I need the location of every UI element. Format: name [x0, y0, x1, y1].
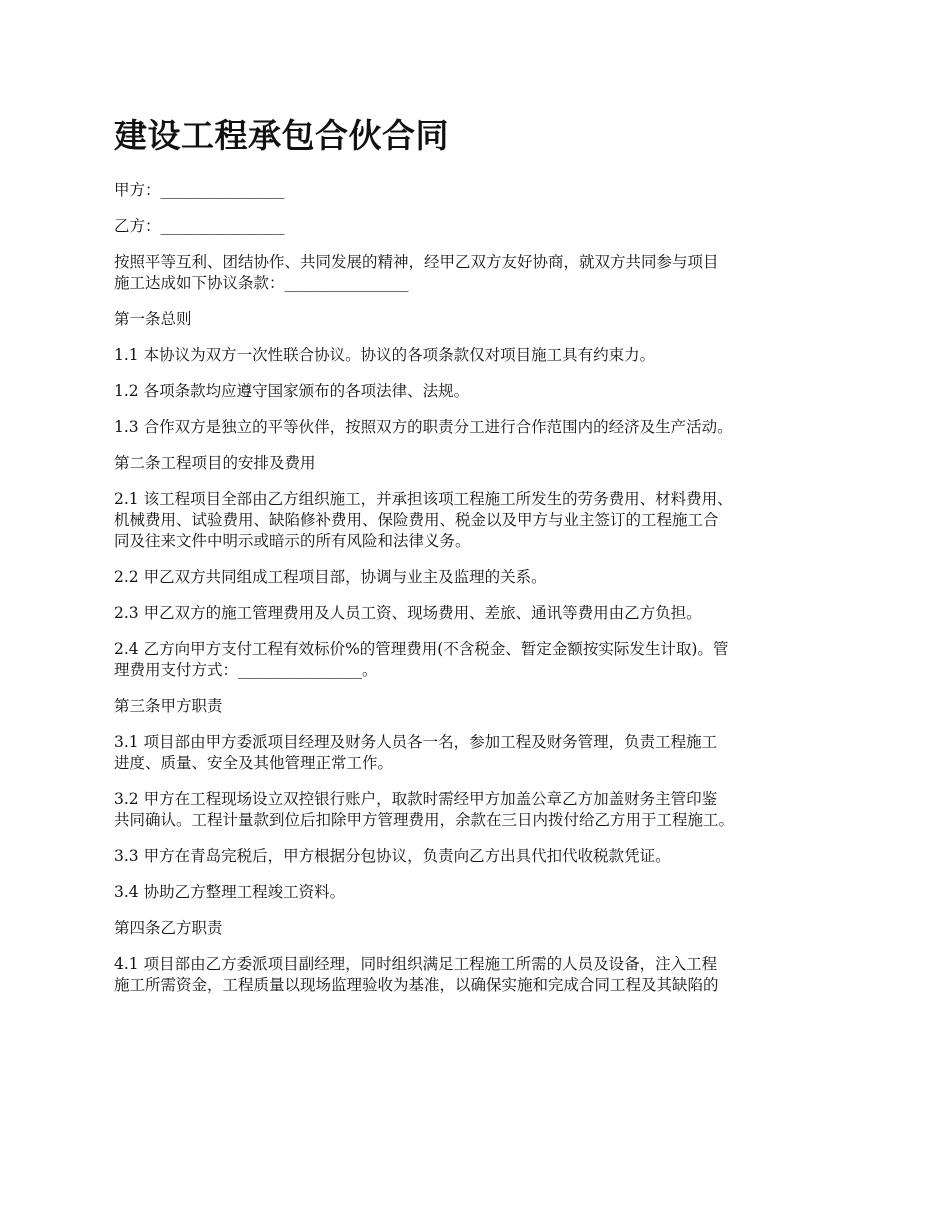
text-line: 同及往来文件中明示或暗示的所有风险和法律义务。 — [114, 532, 471, 550]
paragraph — [114, 216, 854, 237]
paragraph — [114, 345, 854, 366]
paragraph — [114, 180, 854, 201]
paragraph — [114, 381, 854, 402]
paragraph — [114, 603, 854, 624]
paragraph — [114, 453, 854, 474]
paragraph — [114, 252, 854, 294]
text-line: 2.3 甲乙双方的施工管理费用及人员工资、现场费用、差旅、通讯等费用由乙方负担。 — [114, 604, 702, 622]
text-line: 2.1 该工程项目全部由乙方组织施工，并承担该项工程施工所发生的劳务费用、材料费用、 — [114, 490, 733, 508]
text-line: 乙方：________________ — [114, 217, 285, 235]
paragraph — [114, 309, 854, 330]
text-line: 2.4 乙方向甲方支付工程有效标价%的管理费用(不含税金、暂定金额按实际发生计取)。管 — [114, 640, 729, 658]
paragraph — [114, 882, 854, 903]
paragraph — [114, 732, 854, 774]
text-line: 3.1 项目部由甲方委派项目经理及财务人员各一名，参加工程及财务管理，负责工程施工 — [114, 733, 718, 751]
text-line: 4.1 项目部由乙方委派项目副经理，同时组织满足工程施工所需的人员及设备，注入工程 — [114, 955, 718, 973]
text-line: 第三条甲方职责 — [114, 697, 223, 715]
text-line: 第四条乙方职责 — [114, 919, 223, 937]
paragraph — [114, 417, 854, 438]
document-title: 建设工程承包合伙合同 — [114, 116, 449, 155]
paragraph — [114, 696, 854, 717]
paragraph — [114, 639, 854, 681]
document-body — [114, 180, 854, 996]
text-line: 理费用支付方式：________________。 — [114, 661, 378, 679]
paragraph — [114, 489, 854, 552]
text-line: 3.4 协助乙方整理工程竣工资料。 — [114, 883, 346, 901]
text-line: 3.3 甲方在青岛完税后，甲方根据分包协议，负责向乙方出具代扣代收税款凭证。 — [114, 847, 671, 865]
text-line: 1.2 各项条款均应遵守国家颁布的各项法律、法规。 — [114, 382, 470, 400]
text-line: 1.3 合作双方是独立的平等伙伴，按照双方的职责分工进行合作范围内的经济及生产活动。 — [114, 418, 733, 436]
text-line: 2.2 甲乙双方共同组成工程项目部，协调与业主及监理的关系。 — [114, 568, 547, 586]
paragraph — [114, 567, 854, 588]
text-line: 1.1 本协议为双方一次性联合协议。协议的各项条款仅对项目施工具有约束力。 — [114, 346, 656, 364]
text-line: 第一条总则 — [114, 310, 192, 328]
text-line: 施工所需资金，工程质量以现场监理验收为基准，以确保实施和完成合同工程及其缺陷的 — [114, 976, 719, 994]
text-line: 按照平等互利、团结协作、共同发展的精神，经甲乙双方友好协商，就双方共同参与项目 — [114, 253, 719, 271]
paragraph — [114, 789, 854, 831]
text-line: 甲方：________________ — [114, 181, 285, 199]
text-line: 第二条工程项目的安排及费用 — [114, 454, 316, 472]
text-line: 进度、质量、安全及其他管理正常工作。 — [114, 754, 394, 772]
document-page — [114, 112, 854, 1011]
paragraph — [114, 846, 854, 867]
text-line: 3.2 甲方在工程现场设立双控银行账户，取款时需经甲方加盖公章乙方加盖财务主管印鉴 — [114, 790, 718, 808]
paragraph — [114, 918, 854, 939]
text-line: 共同确认。工程计量款到位后扣除甲方管理费用，余款在三日内拨付给乙方用于工程施工。 — [114, 811, 735, 829]
paragraph — [114, 954, 854, 996]
text-line: 施工达成如下协议条款：________________ — [114, 274, 409, 292]
text-line: 机械费用、试验费用、缺陷修补费用、保险费用、税金以及甲方与业主签订的工程施工合 — [114, 511, 719, 529]
